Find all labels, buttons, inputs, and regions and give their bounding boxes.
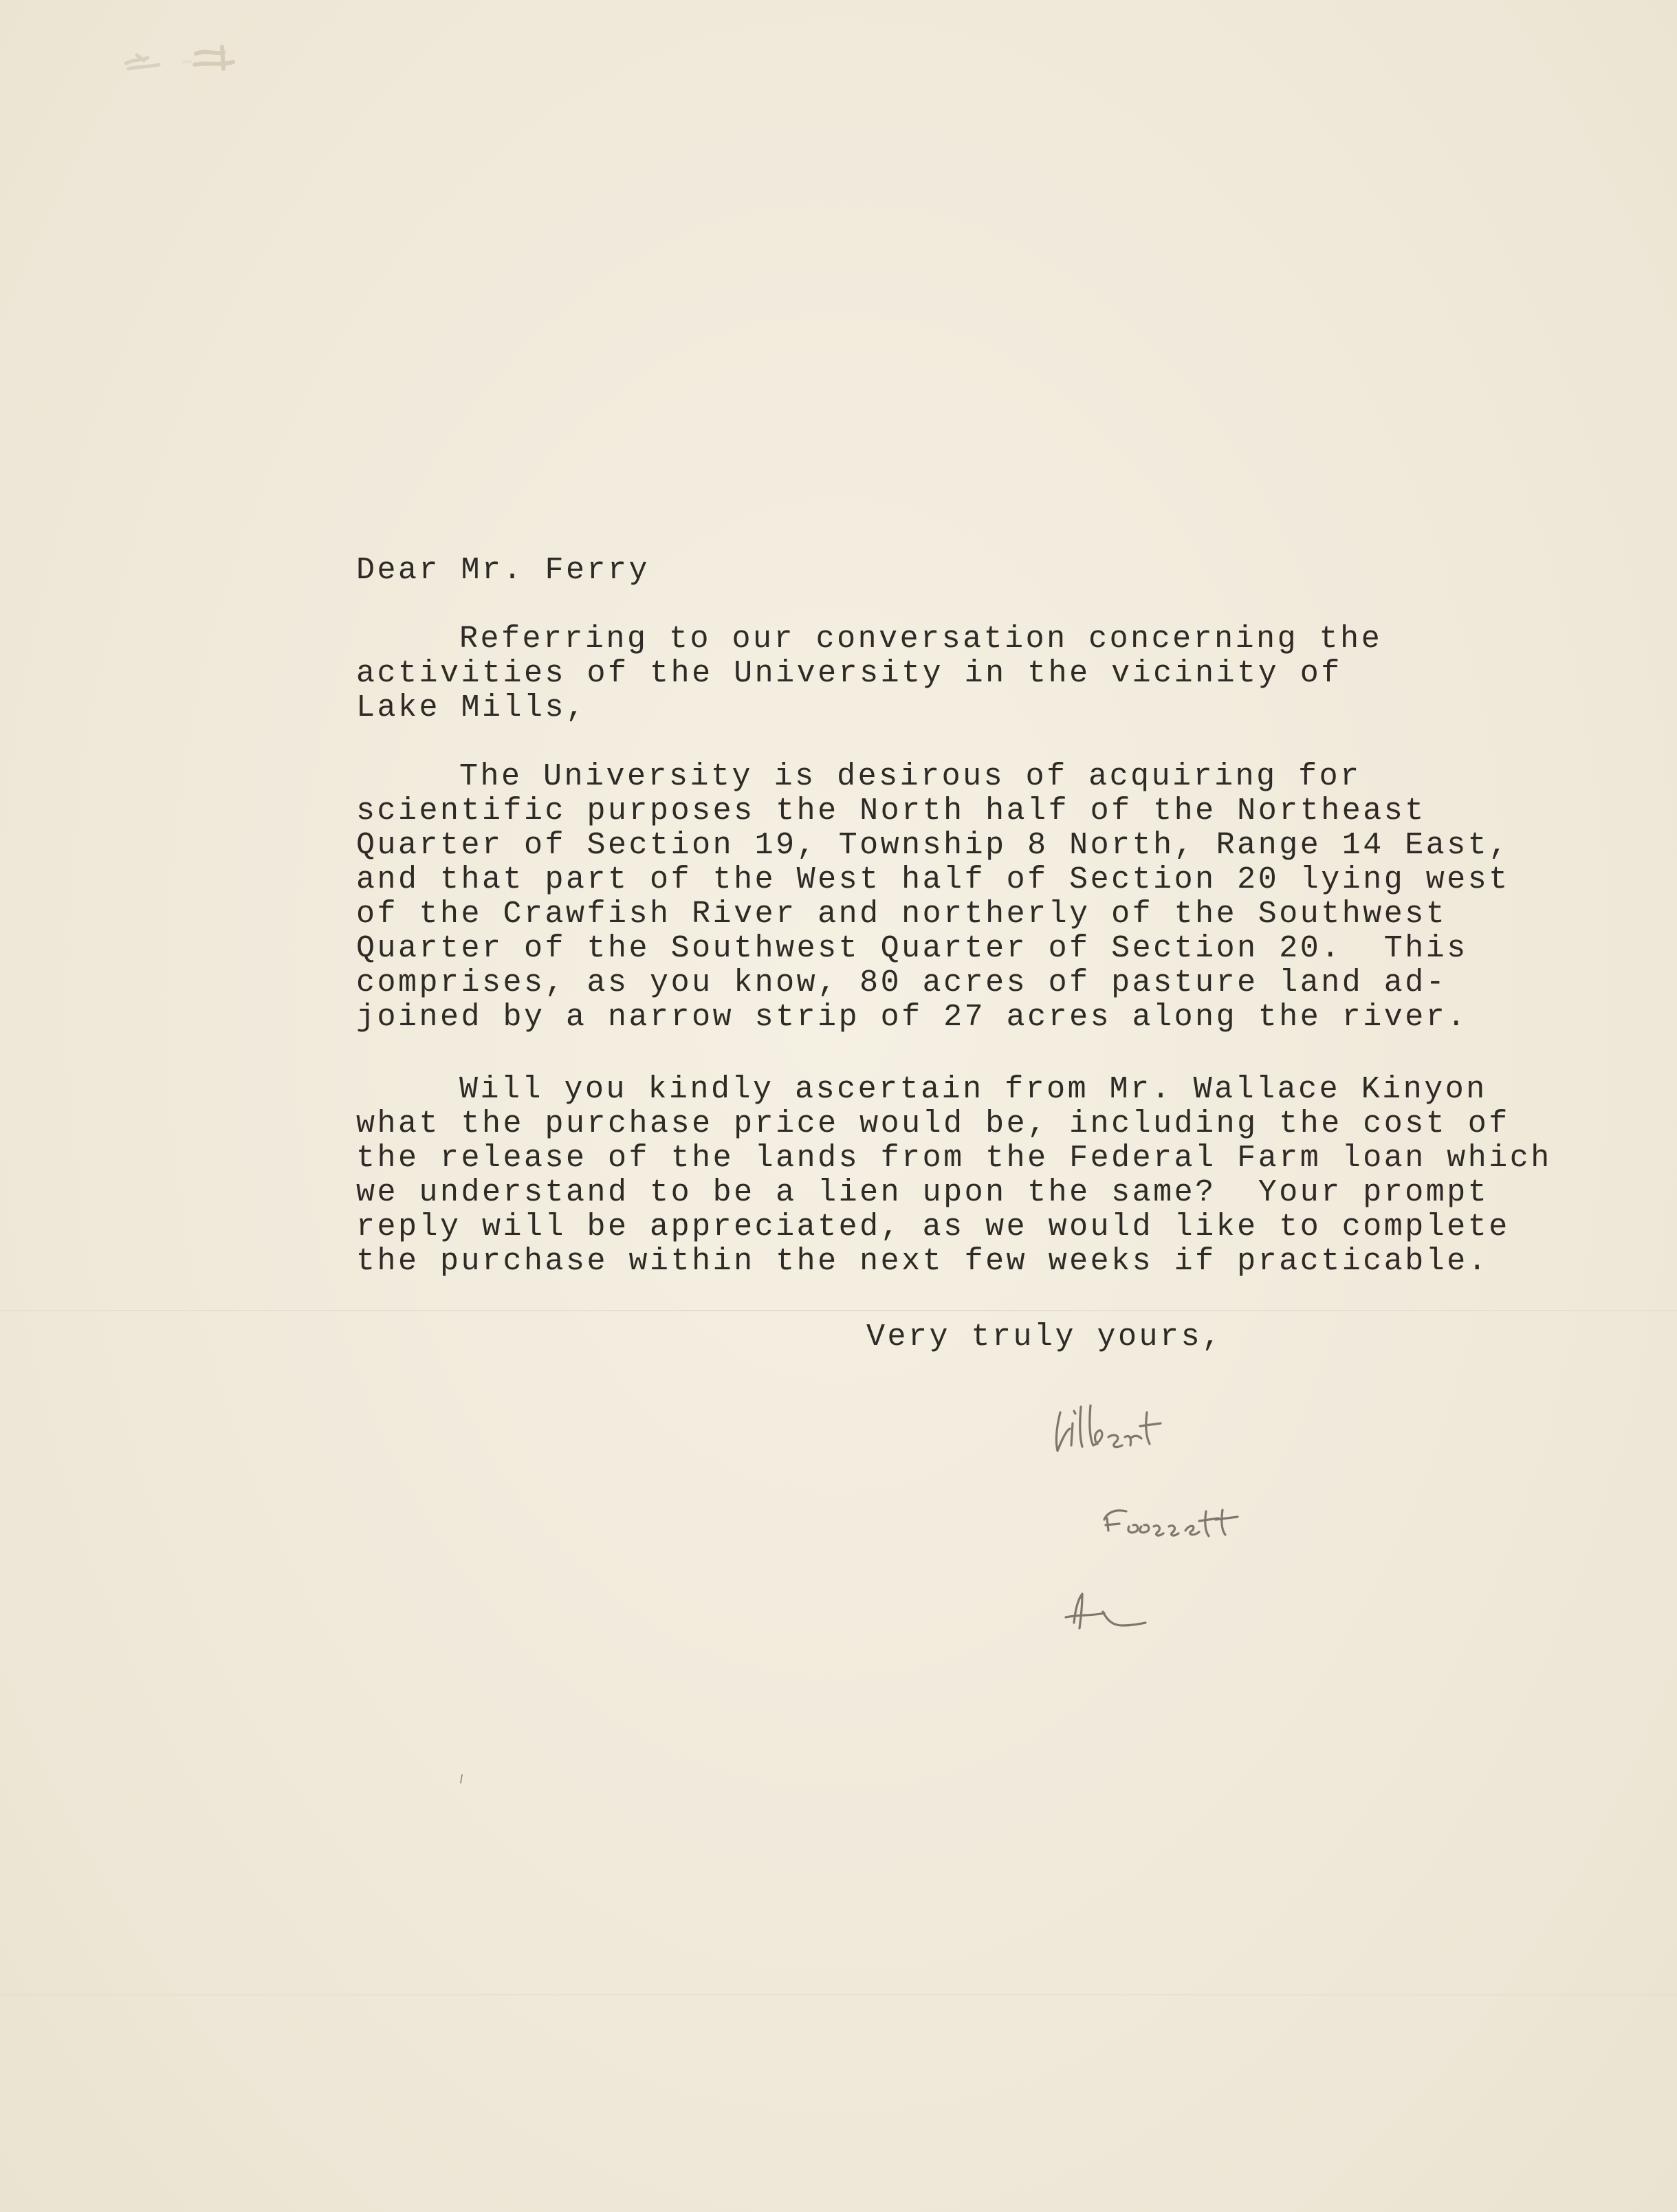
salutation: Dear Mr. Ferry	[356, 553, 650, 588]
paragraph-2-line: Quarter of Section 19, Township 8 North, Range 14 East,	[356, 828, 1510, 863]
paragraph-2-line: comprises, as you know, 80 acres of pasture land ad-	[356, 965, 1447, 1000]
paragraph-1-line: Referring to our conversation concerning the	[459, 622, 1383, 657]
paragraph-2-line: scientific purposes the North half of the Northeast	[356, 793, 1426, 829]
paragraph-2-line: The University is desirous of acquiring for	[459, 759, 1361, 794]
stray-pencil-mark	[459, 1774, 463, 1784]
handwritten-signature	[1045, 1396, 1334, 1685]
paragraph-3-line: reply will be appreciated, as we would like to complete	[356, 1209, 1510, 1245]
paper-fold-line	[0, 1310, 1677, 1311]
paragraph-2-line: joined by a narrow strip of 27 acres along the river.	[356, 1000, 1468, 1035]
paragraph-2-line: of the Crawfish River and northerly of the Southwest	[356, 897, 1447, 932]
closing: Very truly yours,	[866, 1319, 1223, 1355]
paragraph-3-line: Will you kindly ascertain from Mr. Wallace Kinyon	[459, 1072, 1487, 1107]
paragraph-3-line: the release of the lands from the Federal Farm loan which	[356, 1141, 1552, 1176]
paper-fold-line	[0, 1994, 1677, 1995]
paragraph-3-line: we understand to be a lien upon the same? Your prompt	[356, 1175, 1489, 1210]
paragraph-1-line: Lake Mills,	[356, 690, 587, 725]
paragraph-1-line: activities of the University in the vicinity of	[356, 656, 1342, 691]
paragraph-2-line: Quarter of the Southwest Quarter of Section 20. This	[356, 931, 1468, 966]
embossed-seal-mark	[120, 34, 272, 83]
paragraph-3-line: the purchase within the next few weeks if practicable.	[356, 1244, 1489, 1279]
paragraph-3-line: what the purchase price would be, including the cost of	[356, 1106, 1510, 1141]
paragraph-2-line: and that part of the West half of Section 20 lying west	[356, 862, 1510, 897]
